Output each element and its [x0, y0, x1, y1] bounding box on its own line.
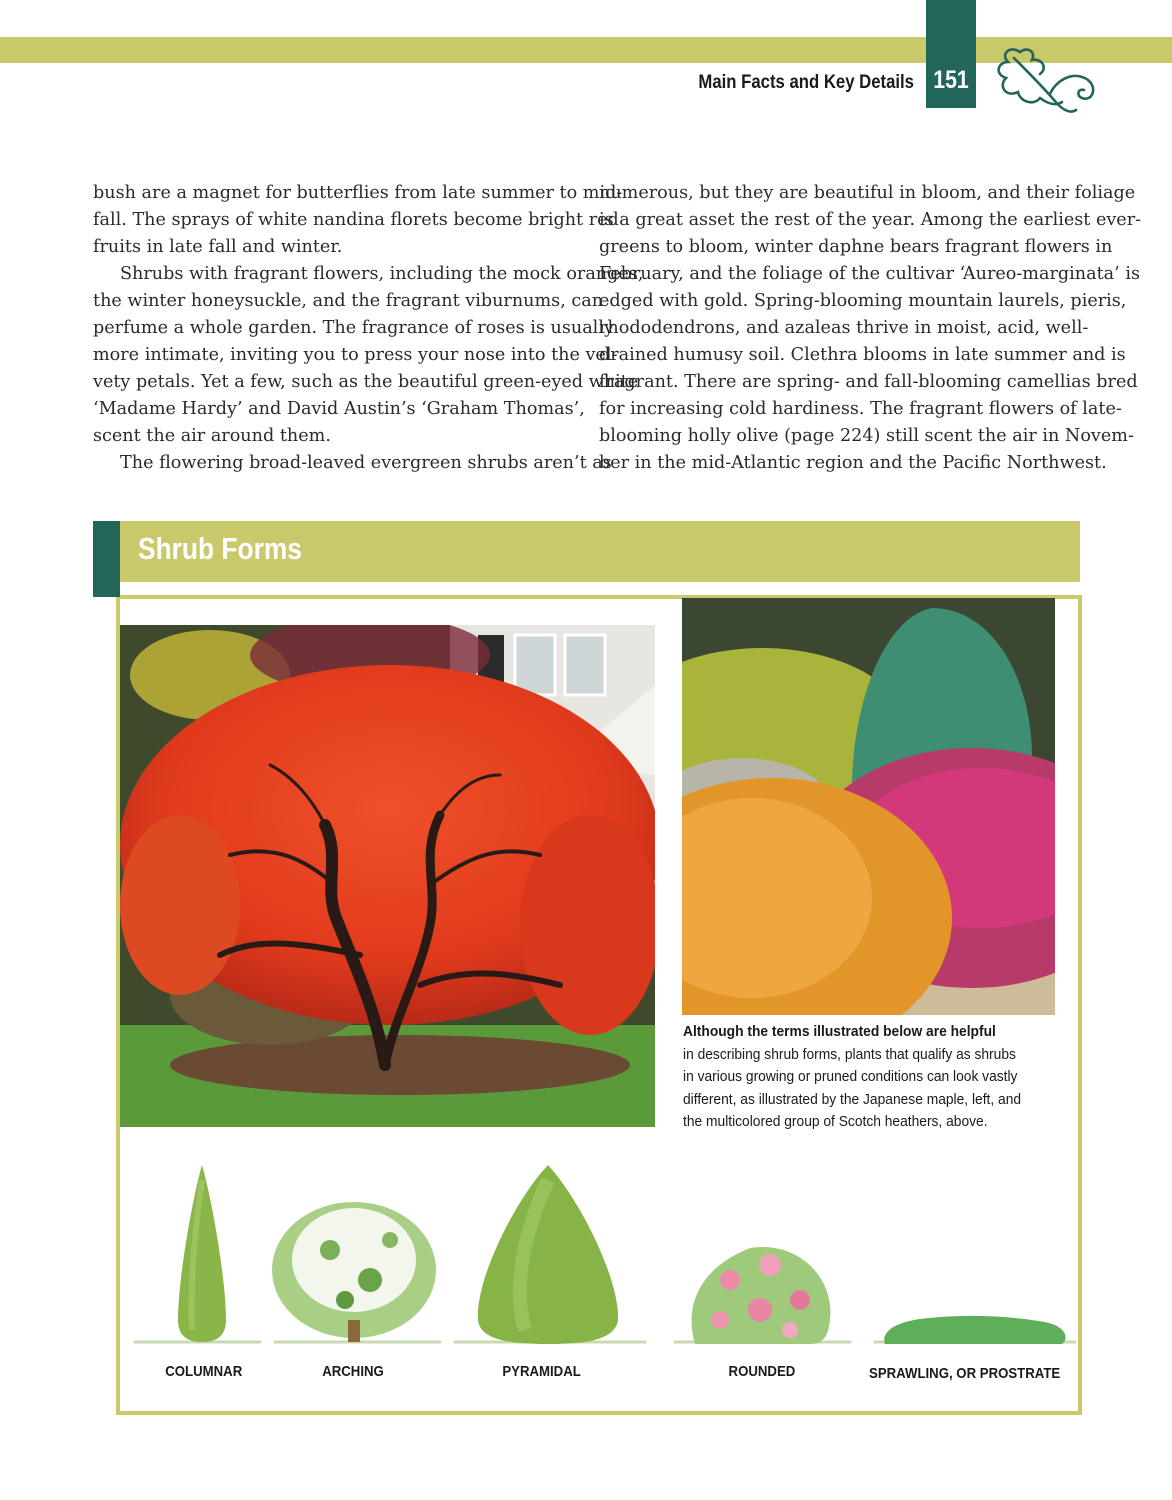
page-number: 151	[933, 66, 969, 94]
section-title: Shrub Forms	[138, 531, 302, 566]
text-line: Shrubs with fragrant flowers, including the mock oranges,	[120, 264, 644, 284]
japanese-maple-photo	[120, 625, 655, 1127]
paragraph	[93, 450, 612, 477]
text-line: numerous, but they are beautiful in bloom, and their foliage	[599, 183, 1136, 203]
text-line: fruits in late fall and winter.	[93, 237, 343, 257]
paragraph	[599, 180, 1142, 477]
text-line: fall. The sprays of white nandina florets become bright red	[93, 210, 619, 230]
running-head: Main Facts and Key Details	[698, 72, 914, 93]
form-label-rounded: ROUNDED	[728, 1363, 796, 1380]
photo-caption	[683, 1021, 1063, 1134]
section-accent	[93, 521, 120, 597]
form-label-arching: ARCHING	[322, 1363, 384, 1380]
text-line: vety petals. Yet a few, such as the beautiful green-eyed white	[93, 372, 639, 392]
paragraph	[93, 261, 644, 450]
rounded-shrub-icon	[692, 1247, 831, 1344]
text-line: drained humusy soil. Clethra blooms in late summer and is	[599, 345, 1126, 365]
caption-line: different, as illustrated by the Japanese maple, left, and	[683, 1090, 1022, 1108]
text-line: perfume a whole garden. The fragrance of roses is usually	[93, 318, 614, 338]
caption-line: in various growing or pruned conditions can look vastly	[683, 1068, 1018, 1085]
text-line: for increasing cold hardiness. The fragrant flowers of late-	[599, 399, 1122, 419]
text-line: The flowering broad-leaved evergreen shrubs aren’t as	[120, 453, 612, 473]
text-line: edged with gold. Spring-blooming mountain laurels, pieris,	[599, 291, 1127, 311]
text-line: ber in the mid-Atlantic region and the Pacific Northwest.	[599, 453, 1107, 473]
text-line: the winter honeysuckle, and the fragrant viburnums, can	[93, 291, 604, 311]
scotch-heather-photo	[682, 598, 1055, 1015]
form-label-pyramidal: PYRAMIDAL	[502, 1363, 581, 1380]
paragraph	[93, 180, 623, 261]
text-line: fragrant. There are spring- and fall-blooming camellias bred	[599, 372, 1138, 392]
text-line: ‘Madame Hardy’ and David Austin’s ‘Graham Thomas’,	[93, 399, 585, 419]
text-line: more intimate, inviting you to press your nose into the vel-	[93, 345, 618, 365]
maple-illustration	[120, 625, 655, 1127]
heather-illustration	[682, 598, 1055, 1015]
caption-line: the multicolored group of Scotch heathers, above.	[683, 1113, 988, 1130]
form-label-sprawling: SPRAWLING, OR PROSTRATE	[869, 1365, 1061, 1382]
shrub-forms-illustration	[130, 1160, 1090, 1350]
text-line: February, and the foliage of the cultivar ‘Aureo-marginata’ is	[599, 264, 1140, 284]
text-line: bush are a magnet for butterflies from late summer to mid-	[93, 183, 623, 203]
caption-lead: Although the terms illustrated below are helpful	[683, 1023, 996, 1040]
sprawling-shrub-icon	[884, 1316, 1065, 1344]
arching-shrub-icon	[272, 1202, 436, 1342]
caption-line: in describing shrub forms, plants that qualify as shrubs	[683, 1045, 1016, 1063]
text-line: blooming holly olive (page 224) still scent the air in Novem-	[599, 426, 1134, 446]
body-column-left	[93, 180, 644, 477]
flourish-ornament-icon	[990, 40, 1100, 125]
form-label-columnar: COLUMNAR	[165, 1363, 243, 1380]
text-line: is a great asset the rest of the year. Among the earliest ever-	[599, 210, 1142, 230]
body-column-right	[599, 180, 1142, 477]
text-line: greens to bloom, winter daphne bears fragrant flowers in	[599, 237, 1113, 257]
text-line: rhododendrons, and azaleas thrive in moist, acid, well-	[599, 318, 1089, 338]
text-line: scent the air around them.	[93, 426, 331, 446]
